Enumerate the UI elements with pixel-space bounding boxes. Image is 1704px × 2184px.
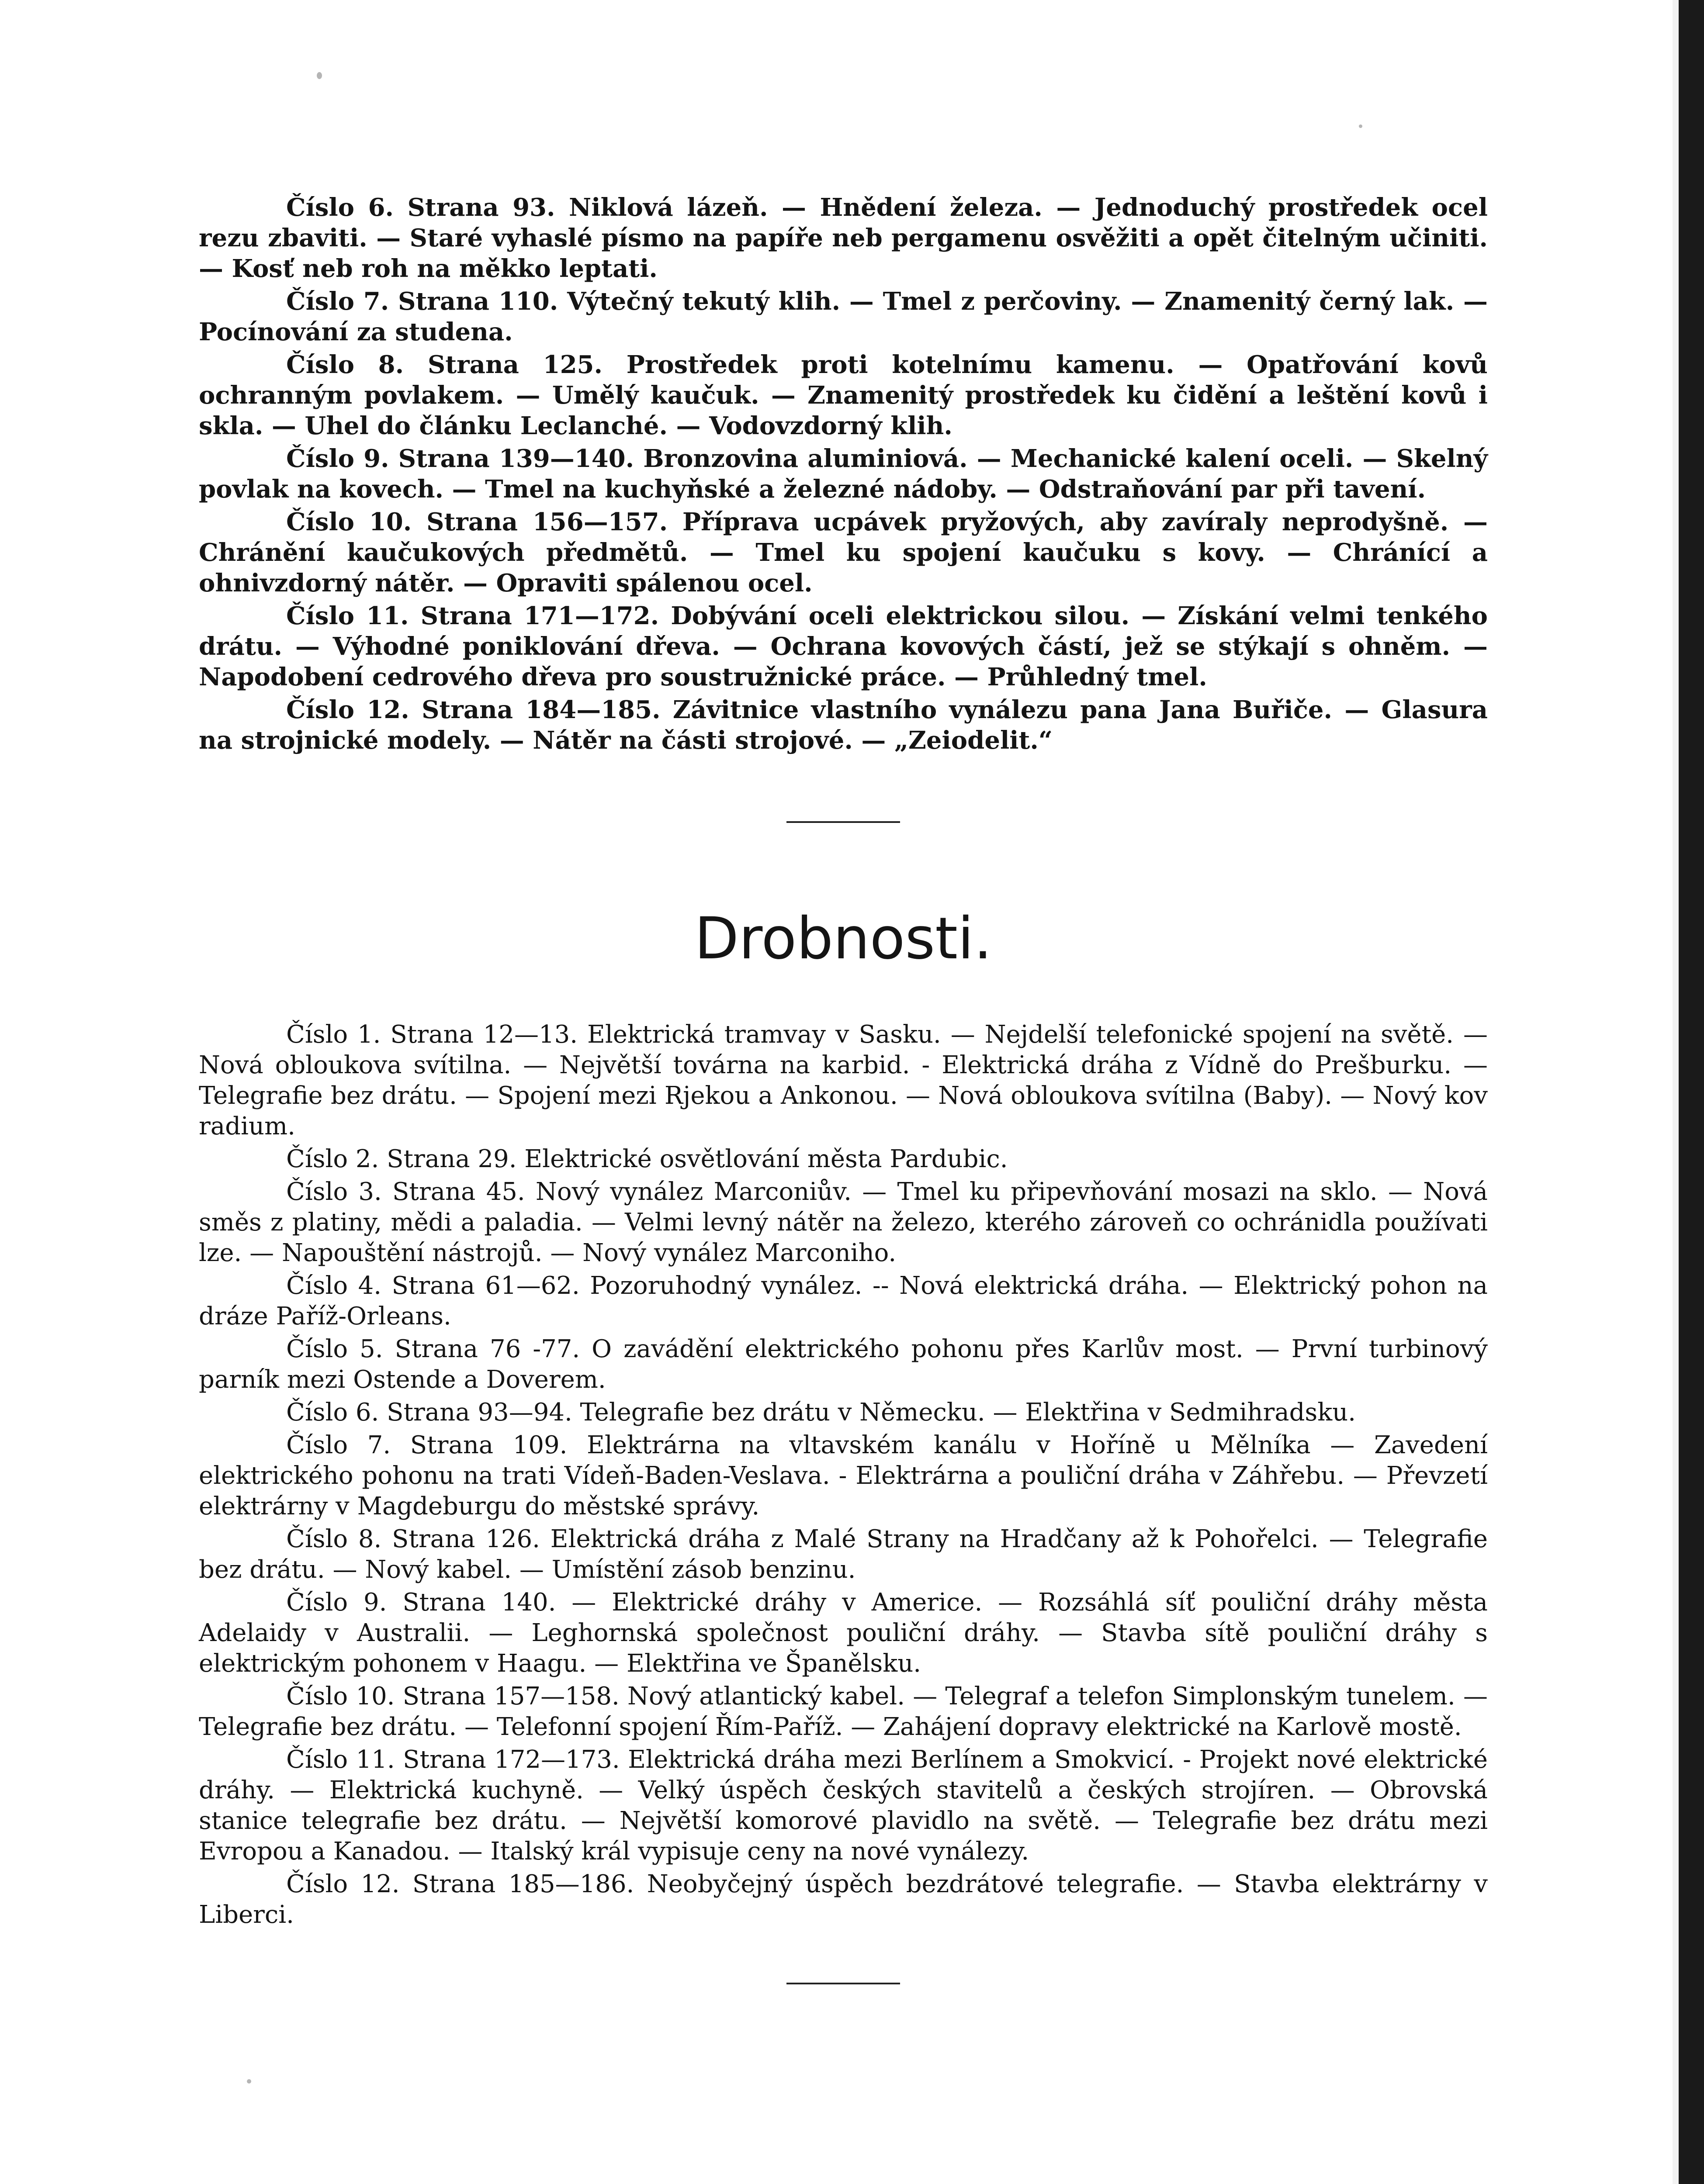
contents-entry: Číslo 1. Strana 12—13. Elektrická tramvay v Sasku. — Nejdelší telefonické spojení na světě. — Nová obloukova svítilna. — Největší továrna na karbid. - Elektrická dráha z Vídně do Prešburku. — Telegrafie bez drátu. — Spojení mezi Rjekou a Ankonou. — Nová obloukova svítilna (Baby). — Nový kov radium. [199, 1020, 1488, 1140]
contents-entry: Číslo 8. Strana 125. Prostředek proti kotelnímu kamenu. — Opatřování kovů ochranným povlakem. — Umělý kaučuk. — Znamenitý prostředek ku čidění a leštění kovů i skla. — Uhel do článku Leclanché. — Vodovzdorný klih. [199, 350, 1488, 440]
contents-entry: Číslo 8. Strana 126. Elektrická dráha z Malé Strany na Hradčany až k Pohořelci. — Telegrafie bez drátu. — Nový kabel. — Umístění zásob benzinu. [199, 1525, 1488, 1584]
contents-entry: Číslo 9. Strana 140. — Elektrické dráhy v Americe. — Rozsáhlá síť pouliční dráhy města Adelaidy v Australii. — Leghornská společnost pouliční dráhy. — Stavba sítě pouliční dráhy s elektrickým pohonem v Haagu. — Elektřina ve Španělsku. [199, 1588, 1488, 1678]
contents-entry: Číslo 11. Strana 172—173. Elektrická dráha mezi Berlínem a Smokvicí. - Projekt nové elektrické dráhy. — Elektrická kuchyně. — Velký úspěch českých stavitelů a českých strojíren. — Obrovská stanice telegrafie bez drátu. — Největší komorové plavidlo na světě. — Telegrafie bez drátu mezi Evropou a Kanadou. — Italský král vypisuje ceny na nové vynálezy. [199, 1745, 1488, 1866]
contents-entry: Číslo 9. Strana 139—140. Bronzovina aluminiová. — Mechanické kalení oceli. — Skelný povlak na kovech. — Tmel na kuchyňské a železné nádoby. — Odstraňování par při tavení. [199, 444, 1488, 504]
contents-entry: Číslo 7. Strana 110. Výtečný tekutý klih. — Tmel z perčoviny. — Znamenitý černý lak. — Pocínování za studena. [199, 287, 1488, 346]
paper-speck [247, 2079, 251, 2084]
contents-entry: Číslo 5. Strana 76 -77. O zavádění elektrického pohonu přes Karlův most. — První turbinový parník mezi Ostende a Doverem. [199, 1335, 1488, 1394]
paper-speck [1359, 124, 1362, 128]
contents-entry: Číslo 7. Strana 109. Elektrárna na vltavském kanálu v Hoříně u Mělníka — Zavedení elektrického pohonu na trati Vídeň-Baden-Veslava. - Elektrárna a pouliční dráha v Záhřebu. — Převzetí elektrárny v Magdeburgu do městské správy. [199, 1431, 1488, 1521]
contents-list-navody [199, 192, 1488, 756]
contents-entry: Číslo 3. Strana 45. Nový vynález Marconiův. — Tmel ku připevňování mosazi na sklo. — Nová směs z platiny, mědi a paladia. — Velmi levný nátěr na železo, kterého zároveň co ochránidla používati lze. — Napouštění nástrojů. — Nový vynález Marconiho. [199, 1178, 1488, 1267]
contents-entry: Číslo 12. Strana 184—185. Závitnice vlastního vynálezu pana Jana Buřiče. — Glasura na strojnické modely. — Nátěr na části strojové. — „Zeiodelit.“ [199, 695, 1488, 755]
page-content [199, 192, 1488, 1984]
contents-entry: Číslo 4. Strana 61—62. Pozoruhodný vynález. -- Nová elektrická dráha. — Elektrický pohon na dráze Paříž-Orleans. [199, 1272, 1488, 1330]
contents-entry: Číslo 6. Strana 93. Niklová lázeň. — Hnědení železa. — Jednoduchý prostředek ocel rezu zbaviti. — Staré vyhaslé písmo na papíře neb pergamenu osvěžiti a opět čitelným učiniti. — Kosť neb roh na měkko leptati. [199, 193, 1488, 283]
contents-entry: Číslo 2. Strana 29. Elektrické osvětlování města Pardubic. [286, 1145, 1008, 1173]
page-edge-highlight [1673, 0, 1679, 2184]
contents-entry: Číslo 10. Strana 156—157. Příprava ucpávek pryžových, aby zavíraly neprodyšně. — Chránění kaučukových předmětů. — Tmel ku spojení kaučuku s kovy. — Chránící a ohnivzdorný nátěr. — Opraviti spálenou ocel. [199, 508, 1488, 598]
section-divider [786, 821, 900, 823]
section-title-drobnosti: Drobnosti. [694, 905, 992, 972]
section-divider [786, 1983, 900, 1984]
contents-entry: Číslo 10. Strana 157—158. Nový atlantický kabel. — Telegraf a telefon Simplonským tunelem. — Telegrafie bez drátu. — Telefonní spojení Řím-Paříž. — Zahájení dopravy elektrické na Karlově mostě. [199, 1682, 1488, 1741]
paper-speck [317, 72, 322, 79]
contents-entry: Číslo 12. Strana 185—186. Neobyčejný úspěch bezdrátové telegrafie. — Stavba elektrárny v Liberci. [199, 1870, 1488, 1929]
contents-list-drobnosti [199, 1019, 1488, 1930]
page-edge-shadow [1679, 0, 1704, 2184]
contents-entry: Číslo 11. Strana 171—172. Dobývání oceli elektrickou silou. — Získání velmi tenkého drátu. — Výhodné poniklování dřeva. — Ochrana kovových částí, jež se stýkají s ohněm. — Napodobení cedrového dřeva pro soustružnické práce. — Průhledný tmel. [199, 601, 1488, 691]
contents-entry: Číslo 6. Strana 93—94. Telegrafie bez drátu v Německu. — Elektřina v Sedmihradsku. [286, 1398, 1356, 1427]
